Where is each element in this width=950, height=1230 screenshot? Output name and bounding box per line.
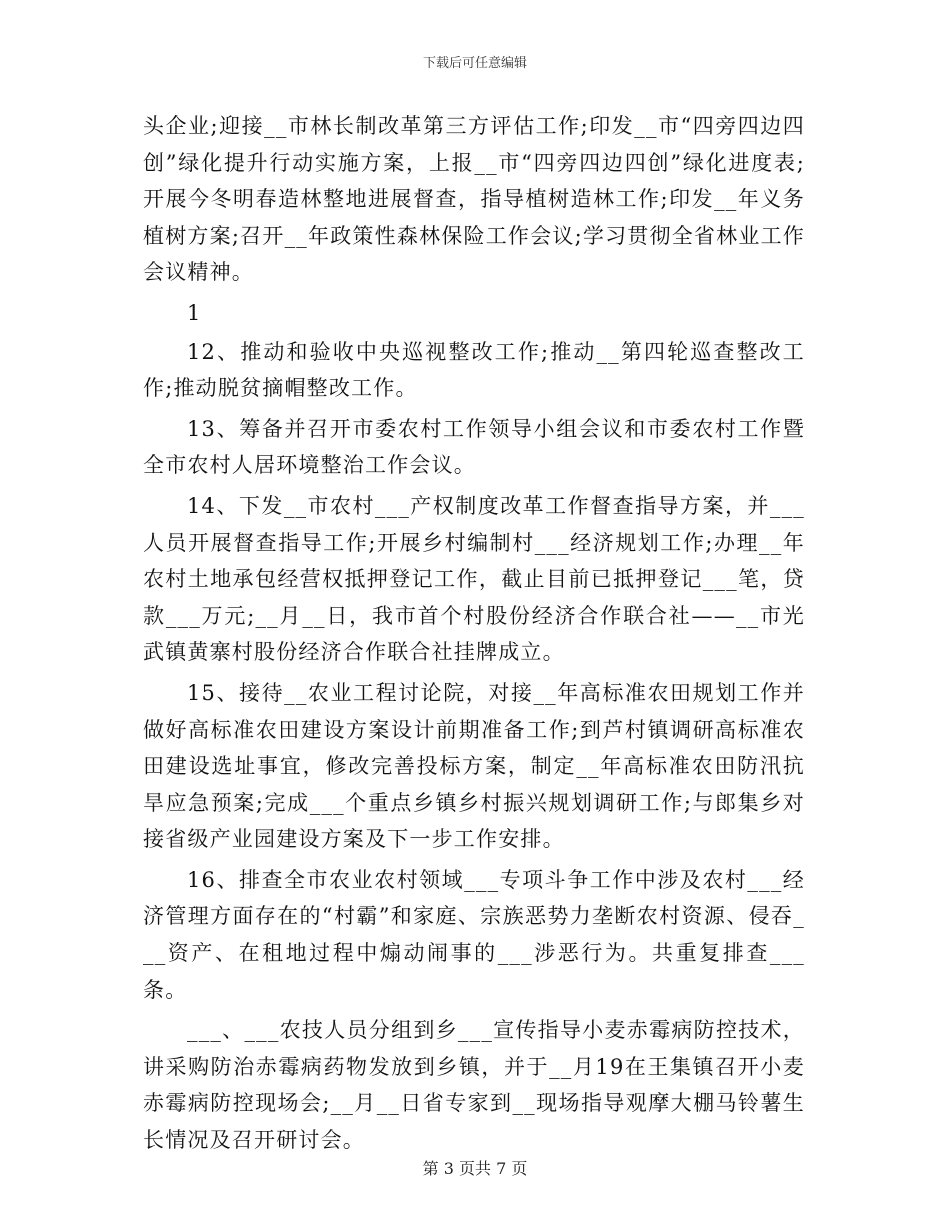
paragraph-number: 1: [187, 300, 201, 325]
paragraph-item-12: 12、推动和验收中央巡视整改工作;推动__第四轮巡查整改工作;推动脱贫摘帽整改工作。: [143, 339, 805, 401]
document-body: [143, 108, 805, 1159]
page-footer: 第 3 页共 7 页: [422, 1159, 528, 1178]
paragraph-item-13: 13、筹备并召开市委农村工作领导小组会议和市委农村工作暨全市农村人居环境整治工作会议。: [143, 416, 805, 478]
paragraph-item-14: 14、下发__市农村___产权制度改革工作督查指导方案，并___人员开展督查指导工作;开展乡村编制村___经济规划工作;办理__年农村土地承包经营权抵押登记工作，截止目前已抵押登记___笔，贷款___万元;__月__日，我市首个村股份经济合作联合社——__市光武镇黄寨村股份经济合作联合社挂牌成立。: [143, 493, 805, 665]
paragraph-item-17: ___、___农技人员分组到乡___宣传指导小麦赤霉病防控技术，讲采购防治赤霉病药物发放到乡镇，并于__月19在王集镇召开小麦赤霉病防控现场会;__月__日省专家到__现场指导观摩大棚马铃薯生长情况及召开研讨会。: [143, 1018, 805, 1153]
paragraph-continued: 头企业;迎接__市林长制改革第三方评估工作;印发__市“四旁四边四创”绿化提升行动实施方案，上报__市“四旁四边四创”绿化进度表;开展今冬明春造林整地进展督查，指导植树造林工作;印发__年义务植树方案;召开__年政策性森林保险工作会议;学习贯彻全省林业工作会议精神。: [143, 114, 805, 285]
paragraph-item-16: 16、排查全市农业农村领域___专项斗争工作中涉及农村___经济管理方面存在的“村霸”和家庭、宗族恶势力垄断农村资源、侵吞___资产、在租地过程中煽动闹事的___涉恶行为。共重复排查___条。: [143, 867, 805, 1002]
page-header: 下载后可任意编辑: [422, 56, 527, 71]
paragraph-item-15: 15、接待__农业工程讨论院，对接__年高标准农田规划工作并做好高标准农田建设方案设计前期准备工作;到芦村镇调研高标准农田建设选址事宜，修改完善投标方案，制定__年高标准农田防汛抗旱应急预案;完成___个重点乡镇乡村振兴规划调研工作;与郎集乡对接省级产业园建设方案及下一步工作安排。: [143, 680, 805, 852]
